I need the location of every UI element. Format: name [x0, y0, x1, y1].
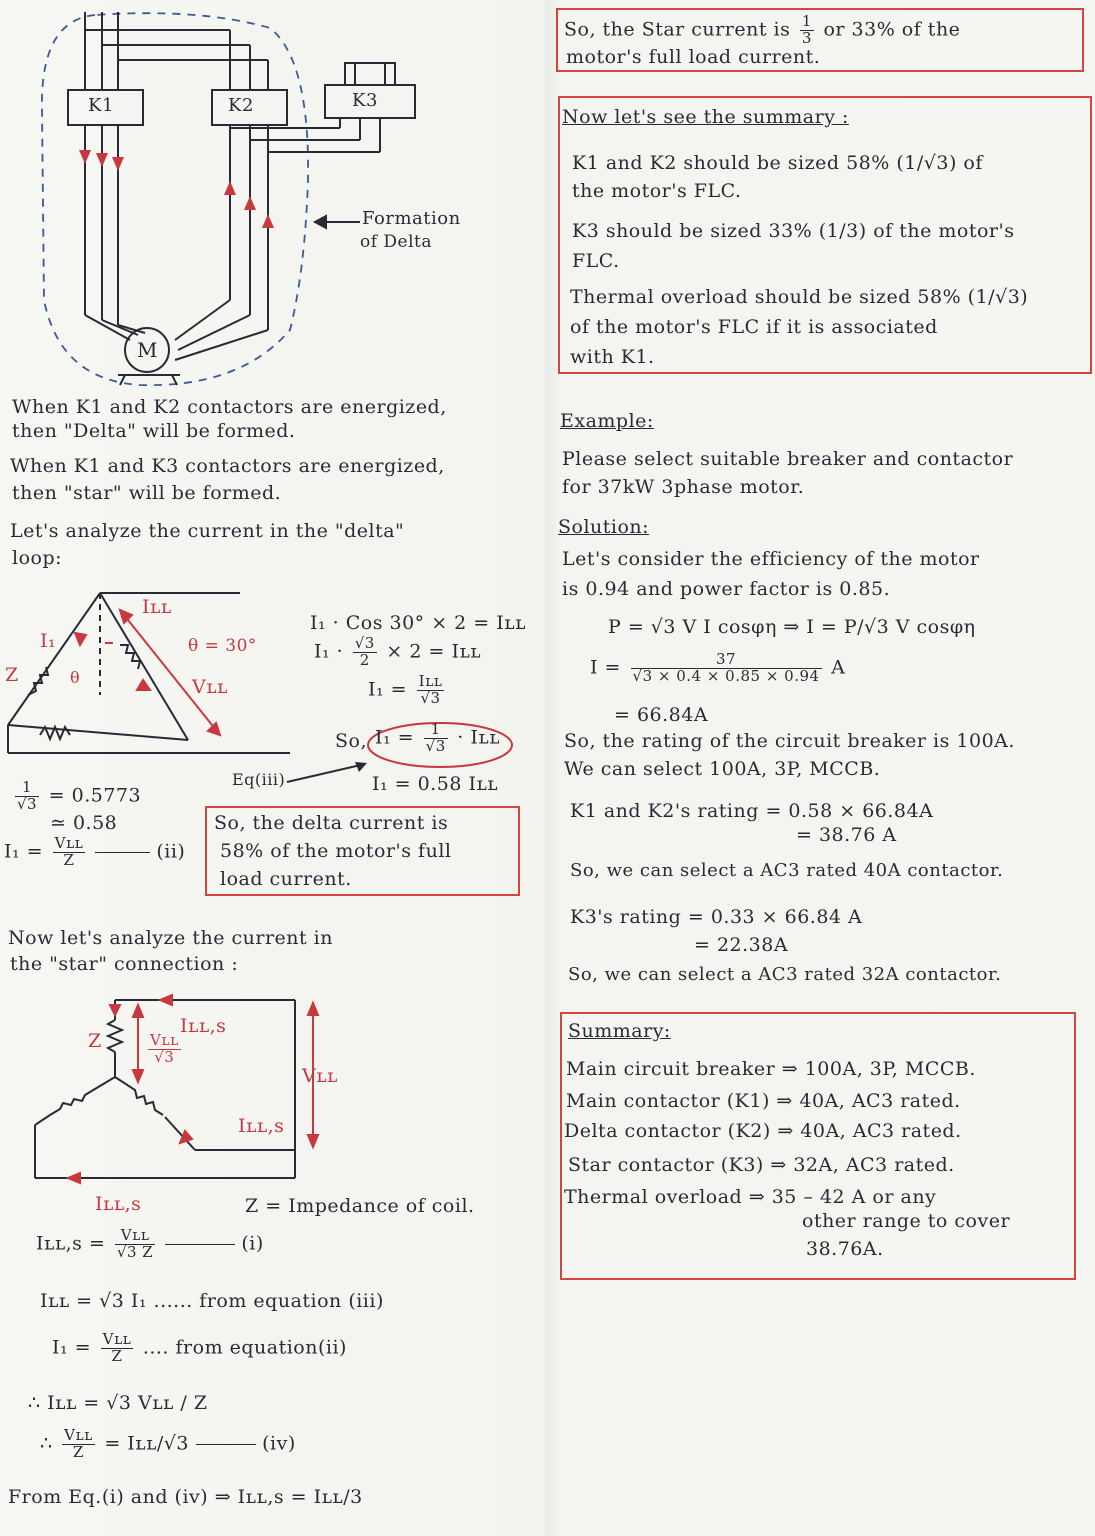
- equation-i1-058: I₁ = 0.58 Iʟʟ: [372, 773, 499, 795]
- star-vll-num: Vʟʟ: [150, 1031, 179, 1049]
- s1-fraction: [115, 1228, 155, 1261]
- star-vll-fraction: [145, 1033, 184, 1066]
- star-box-text: So, the Star current is: [564, 18, 791, 41]
- equation-sqrt3-over-2: [314, 636, 481, 669]
- delta-i1-label: I₁: [40, 630, 57, 652]
- eq2-num: √3: [354, 634, 375, 652]
- r1-fraction: [15, 780, 39, 813]
- delta-z-label: Z: [5, 664, 19, 686]
- eq2-fraction: [353, 636, 377, 669]
- star-box-line1: [564, 14, 960, 47]
- eq4-den: √3: [425, 736, 446, 755]
- formation-label-2: of Delta: [360, 232, 433, 252]
- star-box-den: 3: [801, 28, 812, 47]
- r1-den: √3: [17, 794, 38, 813]
- s5-tag: (iv): [262, 1432, 296, 1455]
- s5-right: = Iʟʟ/√3: [104, 1432, 190, 1455]
- delta-box-line3: load current.: [220, 868, 352, 890]
- r3-left: I₁ =: [4, 840, 44, 863]
- s1-den: √3 Z: [116, 1242, 154, 1261]
- equation-final-star: From Eq.(i) and (iv) ⇒ Iʟʟ,s = Iʟʟ/3: [8, 1486, 363, 1508]
- star-box-fraction: [800, 14, 814, 47]
- solution-power-formula: P = √3 V I cosφη ⇒ I = P/√3 V cosφη: [608, 616, 976, 638]
- solution-current-result: = 66.84A: [614, 704, 709, 726]
- s5-num: Vʟʟ: [64, 1426, 93, 1444]
- r3-num: Vʟʟ: [54, 834, 84, 852]
- eq3-num: Iʟʟ: [418, 672, 443, 690]
- eq4-fraction: [424, 722, 448, 755]
- eq3-den: √3: [420, 688, 441, 707]
- equation-ill-sqrt3-i1: Iʟʟ = √3 I₁ ...... from equation (iii): [40, 1290, 384, 1312]
- solution-breaker: So, the rating of the circuit breaker is 100A.: [564, 730, 1015, 752]
- s1-tag: (i): [241, 1232, 264, 1255]
- summary-heading: Now let's see the summary :: [562, 106, 849, 128]
- solution-breaker-b: We can select 100A, 3P, MCCB.: [564, 758, 881, 780]
- sol3-num: 37: [631, 652, 822, 669]
- contactor-wiring-diagram: [0, 0, 520, 390]
- solution-k3-select: So, we can select a AC3 rated 32A contactor.: [568, 964, 1002, 985]
- s1-left: Iʟʟ,s =: [36, 1232, 106, 1255]
- motor-label: M: [137, 338, 158, 362]
- final-thermal-overload-b: other range to cover: [802, 1210, 1011, 1232]
- text-delta-formed: then "Delta" will be formed.: [12, 420, 296, 442]
- summary-overload-b: of the motor's FLC if it is associated: [570, 316, 938, 338]
- eq4-right: · Iʟʟ: [457, 726, 501, 749]
- equation-approx-058: ≃ 0.58: [50, 812, 118, 834]
- s1-line: [165, 1244, 235, 1245]
- star-vll-frac: [148, 1033, 181, 1066]
- equation-so-label: So,: [335, 730, 367, 752]
- r3-den: Z: [63, 850, 75, 869]
- delta-vll-label: Vʟʟ: [192, 676, 228, 698]
- solution-k1k2-rating: K1 and K2's rating = 0.58 × 66.84A: [570, 800, 934, 822]
- summary-k1k2: K1 and K2 should be sized 58% (1/√3) of: [572, 152, 983, 174]
- s3-left: I₁ =: [52, 1336, 92, 1359]
- summary-overload-c: with K1.: [570, 346, 655, 368]
- final-summary-heading: Summary:: [568, 1020, 671, 1042]
- r3-fraction: [53, 836, 86, 869]
- solution-k3-rating: K3's rating = 0.33 × 66.84 A: [570, 906, 863, 928]
- summary-k3: K3 should be sized 33% (1/3) of the motor's: [572, 220, 1015, 242]
- example-question-b: for 37kW 3phase motor.: [562, 476, 805, 498]
- r3-tag: (ii): [156, 840, 186, 863]
- s5-fraction: [62, 1428, 95, 1461]
- star-box-line2: motor's full load current.: [566, 46, 821, 68]
- delta-box-line2: 58% of the motor's full: [220, 840, 452, 862]
- equation-star-i: [36, 1228, 264, 1261]
- text-analyze-star-2: the "star" connection :: [10, 953, 239, 975]
- contactor-k2-label: K2: [228, 95, 254, 116]
- equation-therefore-ill: ∴ Iʟʟ = √3 Vʟʟ / Z: [28, 1392, 208, 1414]
- contactor-k1-label: K1: [88, 95, 114, 116]
- text-analyze-delta: Let's analyze the current in the "delta": [10, 520, 405, 542]
- summary-k3-b: FLC.: [572, 250, 620, 272]
- final-thermal-overload: Thermal overload ⇒ 35 – 42 A or any: [564, 1186, 937, 1208]
- text-star-formed: then "star" will be formed.: [12, 482, 282, 504]
- s1-num: Vʟʟ: [115, 1228, 155, 1245]
- example-heading: Example:: [560, 410, 654, 432]
- equation-i1-ill-sqrt3: [368, 674, 447, 707]
- text-analyze-delta-2: loop:: [12, 547, 63, 569]
- sol3-unit: A: [831, 656, 846, 679]
- eq3-left: I₁ =: [368, 678, 408, 701]
- delta-box-line1: So, the delta current is: [214, 812, 449, 834]
- eq2-den: 2: [359, 650, 370, 669]
- equation-ii: [4, 836, 185, 869]
- star-vll-den: √3: [154, 1047, 175, 1066]
- solution-heading: Solution:: [558, 516, 650, 538]
- equation-iii-label: Eq(iii): [232, 770, 286, 789]
- final-breaker: Main circuit breaker ⇒ 100A, 3P, MCCB.: [566, 1058, 976, 1080]
- final-star-contactor: Star contactor (K3) ⇒ 32A, AC3 rated.: [568, 1154, 955, 1176]
- equation-one-over-sqrt3: [12, 780, 141, 813]
- s5-therefore: ∴: [40, 1432, 53, 1455]
- final-delta-contactor: Delta contactor (K2) ⇒ 40A, AC3 rated.: [564, 1120, 962, 1142]
- equation-iv: [40, 1428, 296, 1461]
- s3-den: Z: [111, 1346, 123, 1365]
- solution-k1k2-select: So, we can select a AC3 rated 40A contactor.: [570, 860, 1004, 881]
- s5-line: [196, 1444, 256, 1445]
- star-ills-right: Iʟʟ,s: [238, 1115, 285, 1137]
- star-vll-label: Vʟʟ: [302, 1065, 338, 1087]
- eq3-fraction: [417, 674, 445, 707]
- solution-k1k2-rating-b: = 38.76 A: [796, 824, 897, 846]
- solution-k3-rating-b: = 22.38A: [694, 934, 789, 956]
- solution-assumption: Let's consider the efficiency of the motor: [562, 548, 980, 570]
- final-main-contactor: Main contactor (K1) ⇒ 40A, AC3 rated.: [566, 1090, 961, 1112]
- eq2-right: × 2 = Iʟʟ: [386, 640, 482, 663]
- contactor-k3-label: K3: [352, 90, 378, 111]
- final-thermal-overload-c: 38.76A.: [806, 1238, 884, 1260]
- s5-den: Z: [72, 1442, 84, 1461]
- impedance-definition: Z = Impedance of coil.: [245, 1195, 475, 1217]
- summary-overload: Thermal overload should be sized 58% (1/√3): [570, 286, 1029, 308]
- equation-i1-result: [375, 722, 500, 755]
- r3-line: [95, 852, 150, 853]
- formation-label: Formation: [362, 208, 461, 229]
- sol3-left: I =: [590, 656, 621, 679]
- equation-i1-from-ii: [52, 1332, 347, 1365]
- summary-k1k2-b: the motor's FLC.: [572, 180, 742, 202]
- example-question: Please select suitable breaker and contactor: [562, 448, 1014, 470]
- star-ills-top: Iʟʟ,s: [180, 1015, 227, 1037]
- r1-value: = 0.5773: [48, 784, 142, 807]
- s3-num: Vʟʟ: [102, 1330, 132, 1348]
- equation-cos30: I₁ · Cos 30° × 2 = Iʟʟ: [310, 612, 526, 634]
- eq4-num: 1: [424, 722, 448, 739]
- eq-iii-arrow: [285, 758, 375, 788]
- star-box-text-b: or 33% of the: [823, 18, 961, 41]
- eq2-left: I₁ ·: [314, 640, 344, 663]
- sol3-fraction: [631, 652, 822, 685]
- solution-assumption-b: is 0.94 and power factor is 0.85.: [562, 578, 891, 600]
- text-analyze-star: Now let's analyze the current in: [8, 927, 334, 949]
- text-star-energized: When K1 and K3 contactors are energized,: [10, 455, 445, 477]
- star-z-label: Z: [88, 1030, 102, 1052]
- delta-ill-label: Iʟʟ: [142, 596, 172, 618]
- text-delta-energized: When K1 and K2 contactors are energized,: [12, 396, 447, 418]
- sol3-den: √3 × 0.4 × 0.85 × 0.94: [632, 666, 820, 685]
- solution-current-calc: [590, 652, 845, 685]
- delta-theta-value: θ = 30°: [188, 636, 257, 656]
- s3-right: .... from equation(ii): [142, 1336, 347, 1359]
- delta-theta-label: θ: [70, 668, 81, 687]
- s3-fraction: [101, 1332, 134, 1365]
- r1-num: 1: [15, 780, 39, 797]
- star-box-num: 1: [801, 12, 812, 30]
- eq4-left: I₁ =: [375, 726, 415, 749]
- star-ills-bottom: Iʟʟ,s: [95, 1193, 142, 1215]
